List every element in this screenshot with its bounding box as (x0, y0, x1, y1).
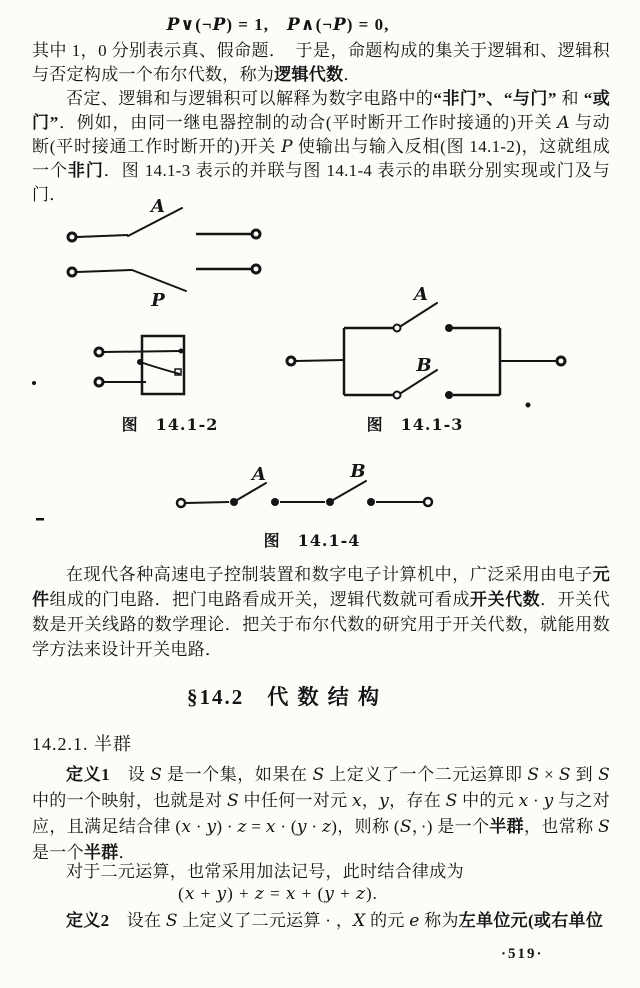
figure-14-1-4 (177, 461, 432, 550)
section-heading: §14.2 代 数 结 构 (187, 685, 381, 709)
paragraph-switching-algebra: 在现代各种高速电子控制装置和数字电子计算机中，广泛采用由电子元件组成的门电路．把门电路看成开关，逻辑代数就可看成开关代数．开关代数是开关线路的数学理论．把关于布尔代数的研究用于开关代数，就能用数学方法来设计开关电路． (32, 565, 611, 659)
formula-associativity: (x + y) + z = x + (y + z). (178, 884, 378, 904)
definition-2-identity: 定义2 设在 S 上定义了二元运算 · ，X 的元 e 称为左单位元(或右单位 (66, 911, 604, 931)
parallel-switch-b-label: B (416, 355, 432, 376)
circuit-figures (0, 190, 640, 562)
paragraph-logic-algebra: 其中 1，0 分别表示真、假命题． 于是，命题构成的集关于逻辑和、逻辑积与否定构成一个布尔代数，称为逻辑代数． (32, 41, 610, 84)
parallel-switch-a-icon (344, 303, 500, 332)
series-switch-a-icon (186, 483, 279, 506)
switch-a-label: A (151, 196, 165, 217)
scan-specks (32, 381, 44, 521)
switch-p-icon (68, 265, 260, 291)
page-number: ·519· (501, 946, 544, 962)
definition-1-semigroup: 定义1 设 S 是一个集，如果在 S 上定义了一个二元运算即 S × S 到 S 中的一个映射，也就是对 S 中任何一对元 x，y，存在 S 中的元 x · y 与之对应，且满足结合律 (x · y) · z = x · (y · z)，则称 (S，·) 是一个半群，也常称 S 是一个半群． (32, 765, 611, 862)
figure-14-1-3-caption: 图 14.1-3 (366, 415, 464, 434)
parallel-switch-a-label: A (414, 284, 428, 305)
series-switch-b-label: B (350, 461, 366, 482)
paragraph-additive-notation: 对于二元运算，也常采用加法记号，此时结合律成为 (66, 862, 464, 881)
subsection-heading: 14.2.1. 半群 (32, 734, 132, 754)
formula-demorgan-complement: P∨(¬P) = 1, P∧(¬P) = 0, (166, 15, 390, 35)
series-switch-a-label: A (252, 464, 266, 485)
series-switch-b-icon (326, 481, 375, 506)
scan-speck (526, 403, 531, 408)
figure-14-1-2-caption: 图 14.1-2 (121, 415, 219, 434)
relay-box-icon (95, 336, 184, 394)
switch-p-label: P (151, 290, 165, 311)
figure-14-1-2 (68, 196, 260, 434)
figure-14-1-3 (287, 284, 565, 434)
figure-14-1-4-caption: 图 14.1-4 (263, 531, 361, 550)
paragraph-gates-explanation: 否定、逻辑和与逻辑积可以解释为数字电路中的“非门”、“与门” 和 “或门”．例如，由同一继电器控制的动合(平时断开工作时接通的)开关 A 与动断(平时接通工作时断开的)开关 P 使输出与输入反相(图 14.1-2)，这就组成一个非门．图 14.1-3 表示的并联与图 14.1-4 表示的串联分别实现或门及与门． (32, 89, 611, 204)
